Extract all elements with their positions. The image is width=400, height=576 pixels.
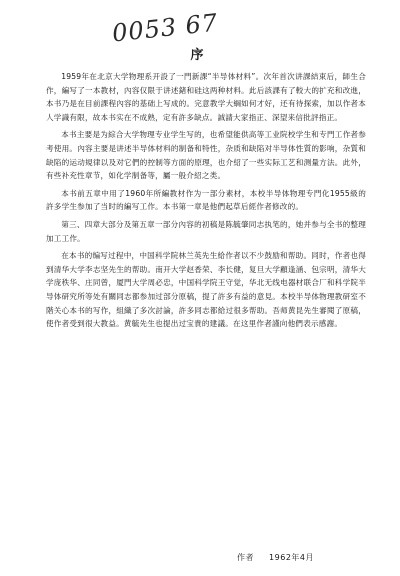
preface-paragraph: 第三、四章大部分及第五章一部分內容的初稿是陈毓肇同志执笔的，她并参与全书的整理加工工作。 — [46, 219, 366, 243]
author-label: 作者 — [237, 553, 254, 562]
preface-paragraph: 在本书的编写过程中，中国科学院林兰英先生給作者以不少鼓励和帮助。同时，作者也得到清华大学李志坚先生的帮助。南开大学赵香荣、李长健，复旦大学顧逢涵、包宗明，清华大学庞秩华、庄同曾，厦門大学周必忠，中国科学院王守觉，华北无线电器材联合厂和科学院半导体研究所等处有關同志都参加过部分原稿，提了許多有益的意見。本校半导体物理教研室不階关心本书的写作，組織了多次討論，許多同志都給过很多帮助。吾师黄昆先生審閱了原稿，使作者受到很大教益。黄毓先生也提出过宝貴的建議。在这里作者謹向他們表示感謝。 — [46, 251, 366, 329]
preface-paragraph: 本书主要是为綜合大学物理专业学生写的，也希望能供高等工业院校学生和专門工作者参考使用。內容主要是讲述半导体材料的制备和特性，杂质和缺陷对半导体性質的影响，杂質和缺陷的运动規律以及对它們的控制等方面的原理，也介紹了一些实际工艺和测量方法。此外，有些补充性章节，如化学制备等，屬一般介紹之类。 — [46, 130, 366, 181]
page-title: 序 — [190, 48, 210, 63]
preface-paragraph: 1959年在北京大学物理系开設了一門新課“半导体材料”。次年首次讲課結束后，師生合作，編写了一本教材，內容仅限于讲述鍺和硅这两种材料。此后該課有了較大的扩充和改進，本书乃是在目前課程內容的基础上写成的。完意教学大綱如何才好，还有待探索，加以作者本人学識有限，故本书实在不成熟，定有許多缺点。誠請大家指正、深望来信批評指正。 — [46, 72, 366, 122]
handwritten-annotation: 0053 67 — [110, 8, 220, 48]
preface-paragraph: 本书前五章中用了1960年所編教材作为一部分素材，本校半导体物理专門化1955級的許多学生参加了当时的編写工作。本书第一章是他們起草后經作者修改的。 — [46, 188, 366, 212]
preface-body — [46, 70, 366, 335]
signature-line — [225, 552, 314, 563]
date-text: 1962年4月 — [269, 553, 314, 562]
